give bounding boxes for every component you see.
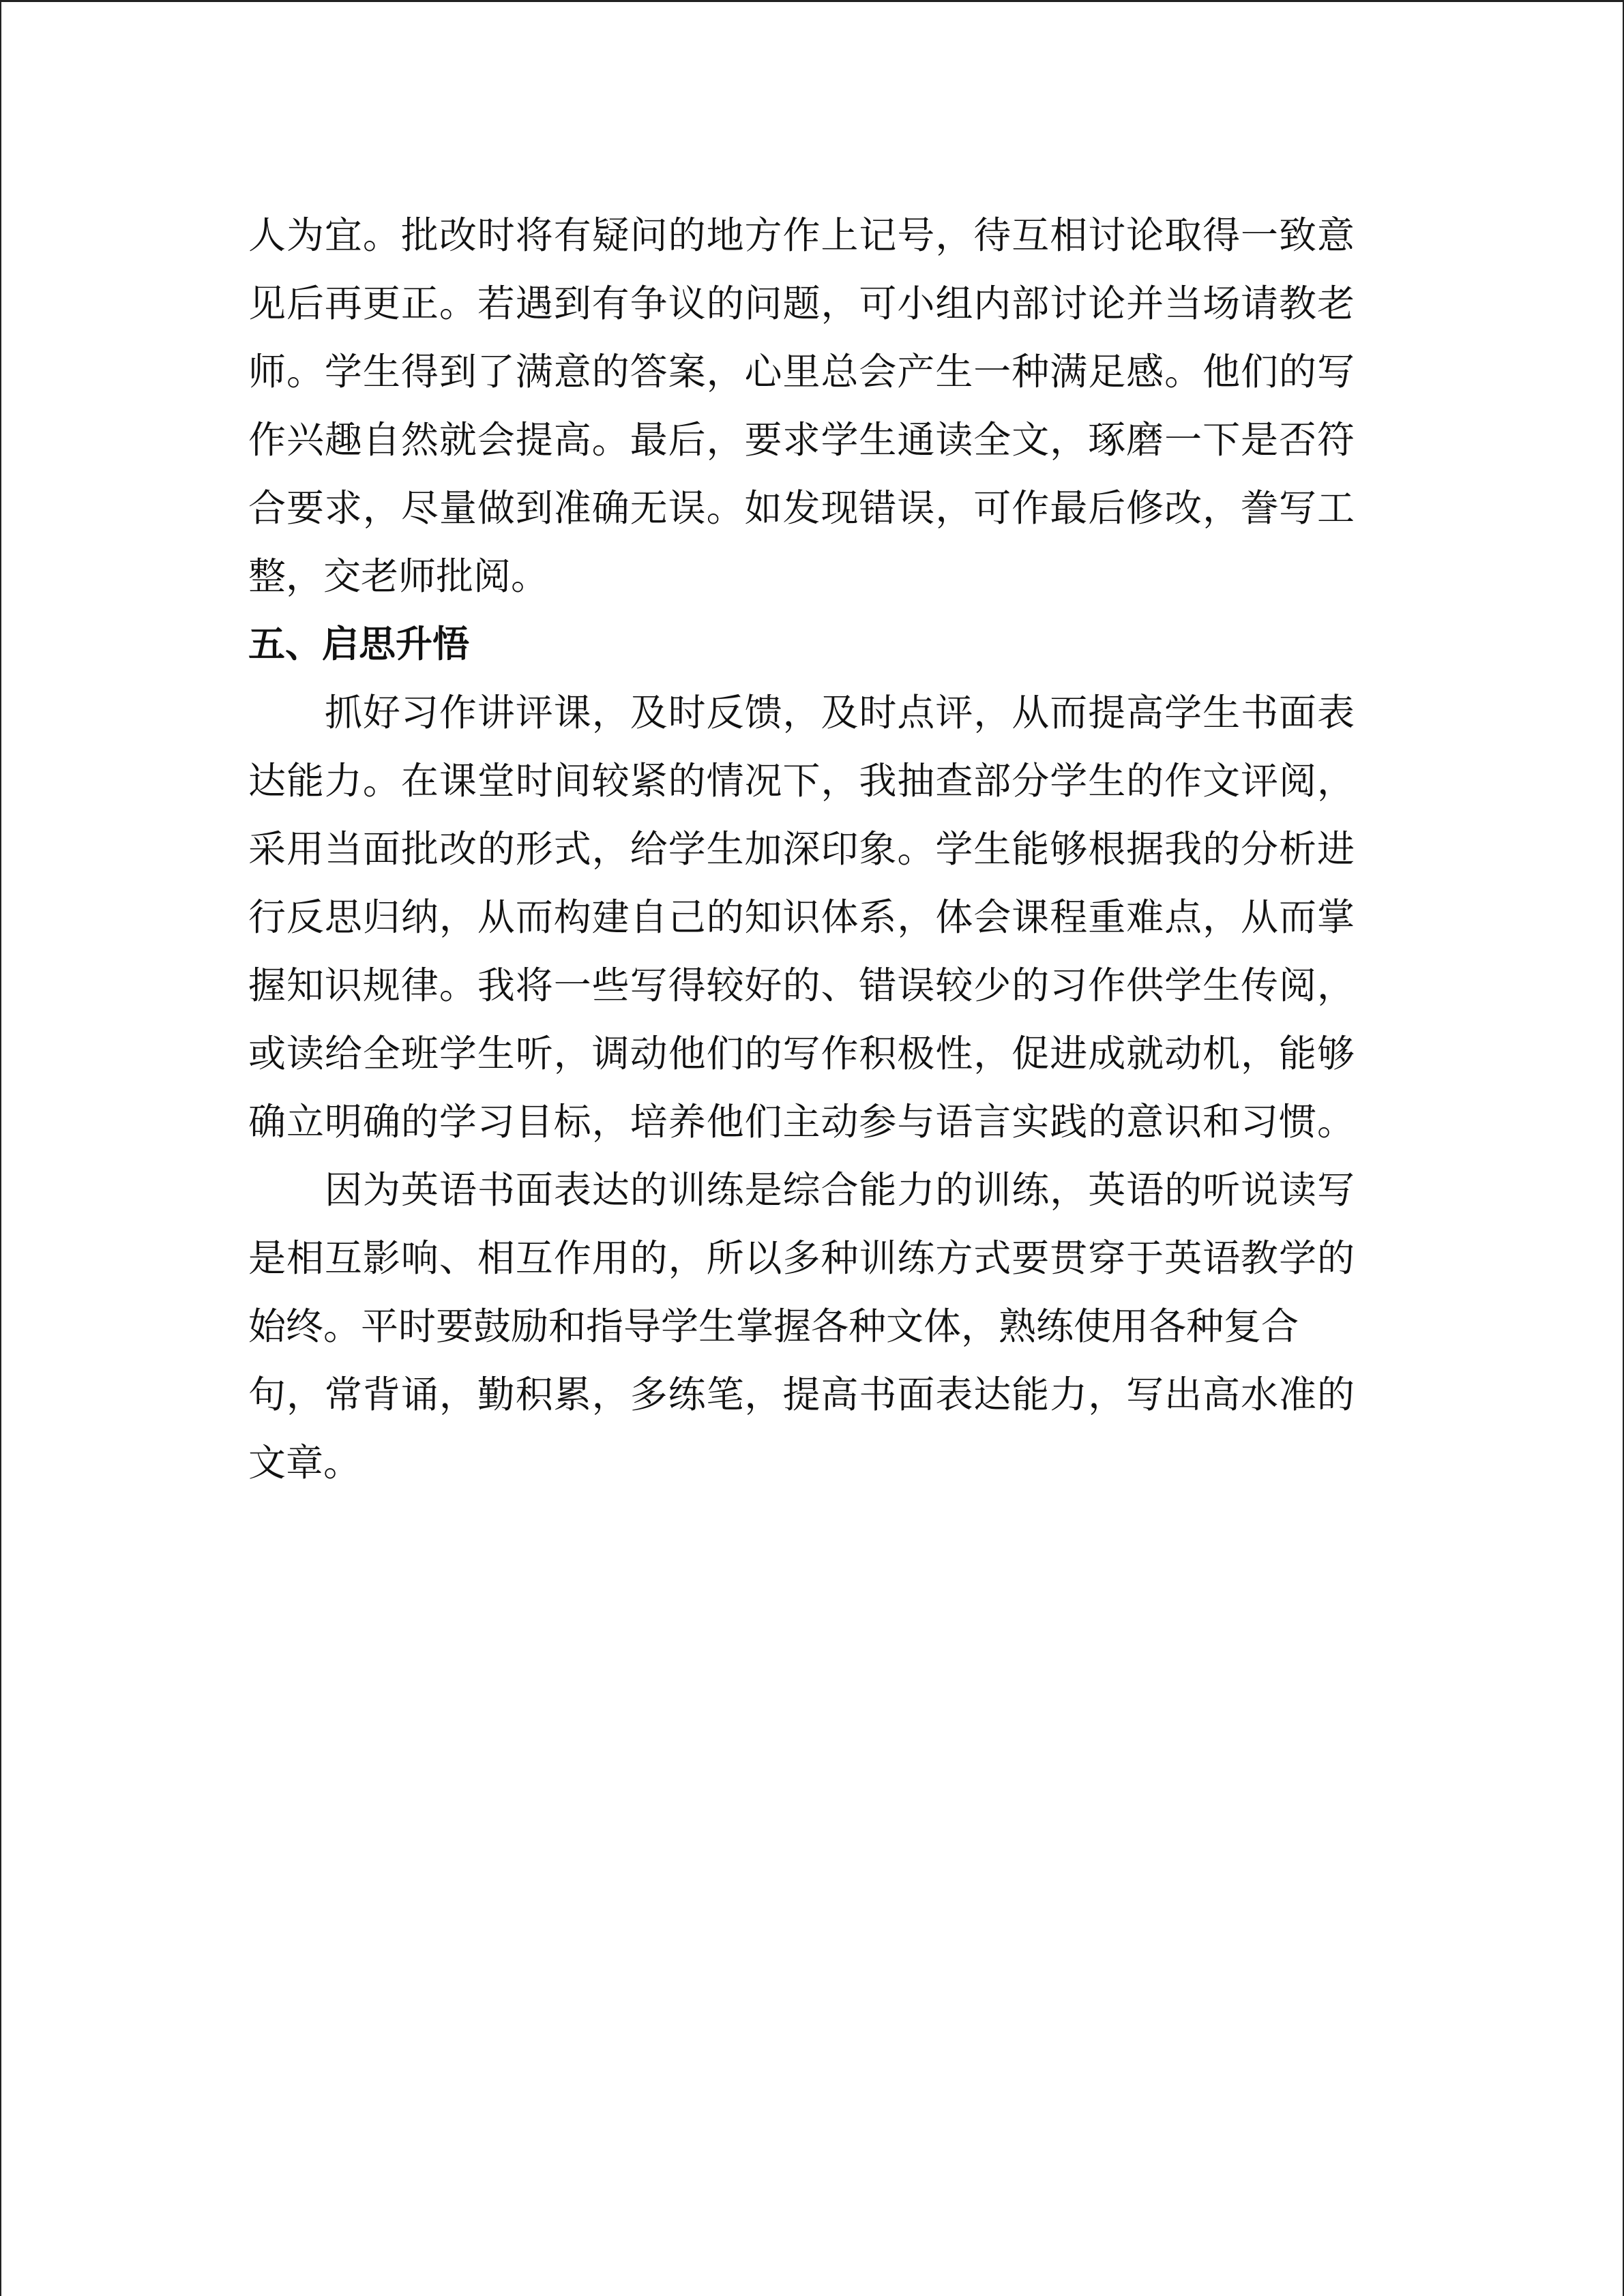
paragraph-1-line: 握知识规律。我将一些写得较好的、错误较少的习作供学生传阅， [248, 964, 1355, 1007]
paragraph-2-line: 文章。 [248, 1441, 361, 1485]
text-line: 人为宜。批改时将有疑问的地方作上记号，待互相讨论取得一致意 [248, 213, 1355, 257]
paragraph-1-line: 采用当面批改的形式，给学生加深印象。学生能够根据我的分析进 [248, 827, 1355, 871]
paragraph-2-line: 句，常背诵，勤积累，多练笔，提高书面表达能力，写出高水准的 [248, 1373, 1355, 1416]
paragraph-1-line: 抓好习作讲评课，及时反馈，及时点评，从而提高学生书面表 [325, 691, 1355, 734]
paragraph-1-line: 或读给全班学生听，调动他们的写作积极性，促进成就动机，能够 [248, 1032, 1355, 1075]
section-heading: 五、启思升悟 [248, 623, 469, 666]
paragraph-1-line: 行反思归纳，从而构建自己的知识体系，体会课程重难点，从而掌 [248, 895, 1355, 939]
text-line: 见后再更正。若遇到有争议的问题，可小组内部讨论并当场请教老 [248, 282, 1355, 325]
text-line: 师。学生得到了满意的答案，心里总会产生一种满足感。他们的写 [248, 350, 1355, 393]
paragraph-2-line: 因为英语书面表达的训练是综合能力的训练，英语的听说读写 [325, 1168, 1355, 1212]
paragraph-1-line: 确立明确的学习目标，培养他们主动参与语言实践的意识和习惯。 [248, 1100, 1355, 1144]
text-line: 合要求，尽量做到准确无误。如发现错误，可作最后修改，誊写工 [248, 486, 1355, 530]
text-line: 整，交老师批阅。 [248, 554, 549, 598]
paragraph-2-line: 始终。平时要鼓励和指导学生掌握各种文体，熟练使用各种复合 [248, 1304, 1299, 1348]
page-body [248, 201, 1355, 1497]
paragraph-1-line: 达能力。在课堂时间较紧的情况下，我抽查部分学生的作文评阅， [248, 759, 1355, 803]
text-line: 作兴趣自然就会提高。最后，要求学生通读全文，琢磨一下是否符 [248, 418, 1355, 462]
paragraph-2-line: 是相互影响、相互作用的，所以多种训练方式要贯穿于英语教学的 [248, 1236, 1355, 1280]
